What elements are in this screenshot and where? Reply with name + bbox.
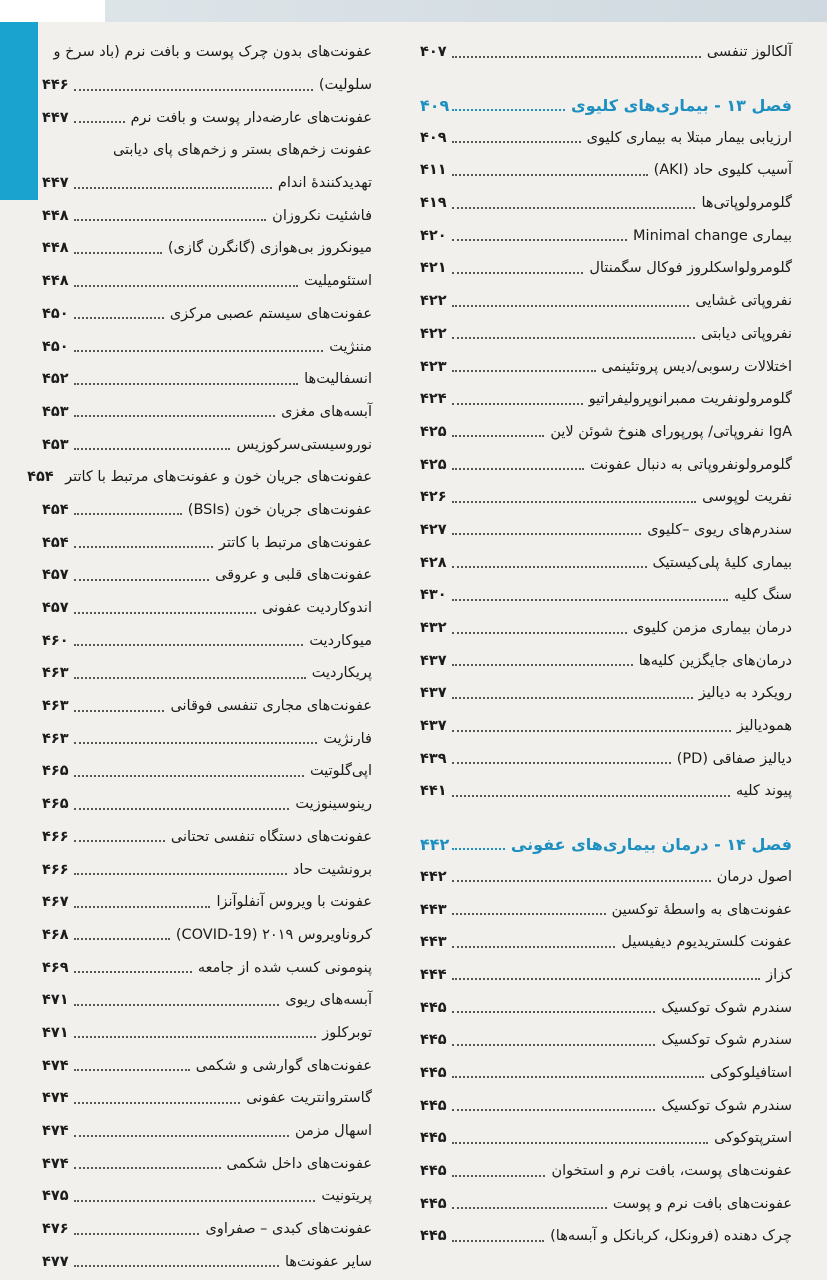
entry-title: عفونت‌های به واسطهٔ توکسین	[611, 901, 792, 918]
entry-title: پریکاردیت	[311, 665, 372, 682]
toc-entry[interactable]	[420, 926, 792, 959]
toc-entry[interactable]	[42, 657, 372, 690]
toc-entry[interactable]	[42, 886, 372, 919]
toc-entry[interactable]	[42, 265, 372, 298]
leader-dots	[74, 774, 304, 777]
leader-dots	[74, 578, 209, 581]
leader-dots	[452, 500, 696, 503]
leader-dots	[452, 794, 730, 797]
entry-title: میونکروز بی‌هوازی (گانگرن گازی)	[167, 240, 372, 257]
entry-page: ۴۶۶	[42, 828, 69, 845]
entry-page: ۴۲۵	[420, 423, 447, 440]
leader-dots	[74, 120, 125, 123]
toc-entry[interactable]	[420, 1155, 792, 1188]
entry-title: آلکالوز تنفسی	[706, 44, 792, 61]
entry-page: ۴۴۴	[420, 966, 447, 983]
toc-entry[interactable]	[42, 690, 372, 723]
entry-page: ۴۴۳	[420, 934, 447, 951]
toc-entry[interactable]	[42, 69, 372, 102]
entry-title: کزاز	[766, 966, 792, 983]
leader-dots	[452, 108, 565, 111]
leader-dots	[74, 970, 192, 973]
section-tab	[0, 22, 38, 200]
entry-page: ۴۶۵	[42, 796, 69, 813]
toc-entry[interactable]	[420, 775, 792, 808]
leader-dots	[452, 1010, 655, 1013]
entry-title: گلومرولوپاتی‌ها	[701, 195, 792, 212]
toc-entry[interactable]	[42, 624, 372, 657]
entry-title: عفونت‌های جریان خون (BSIs)	[187, 501, 372, 518]
toc-entry[interactable]	[42, 1017, 372, 1050]
leader-dots	[452, 369, 596, 372]
leader-dots	[452, 140, 581, 143]
leader-dots	[452, 55, 701, 58]
leader-dots	[74, 905, 210, 908]
entry-page: ۴۳۹	[420, 750, 447, 767]
entry-title: استافیلوکوکی	[710, 1064, 792, 1081]
entry-title: سندرم شوک توکسیک	[661, 999, 792, 1016]
entry-title: توبرکلوز	[322, 1024, 372, 1041]
entry-title: نفروپاتی غشایی	[695, 293, 792, 310]
entry-title: گاستروانتریت عفونی	[246, 1090, 372, 1107]
leader-dots	[74, 284, 298, 287]
toc-entry[interactable]	[420, 383, 792, 416]
toc-entry[interactable]	[420, 742, 792, 775]
leader-dots	[452, 598, 728, 601]
entry-title: عفونت‌های بدون چرک پوست و بافت نرم (باد سرخ و	[53, 44, 372, 61]
entry-title: پنومونی کسب شده از جامعه	[197, 959, 372, 976]
entry-page: ۴۷۶	[42, 1221, 69, 1238]
entry-title: چرک دهنده (فرونکل، کربانکل و آبسه‌ها)	[550, 1228, 792, 1245]
entry-page: ۴۴۷	[42, 109, 69, 126]
leader-dots	[452, 761, 671, 764]
entry-page: ۴۴۵	[420, 1097, 447, 1114]
entry-page: ۴۴۵	[420, 1130, 447, 1147]
entry-title: ارزیابی بیمار مبتلا به بیماری کلیوی	[586, 129, 792, 146]
leader-dots	[452, 1075, 704, 1078]
entry-title: سندرم شوک توکسیک	[661, 1032, 792, 1049]
entry-title: درمان بیماری مزمن کلیوی	[632, 620, 792, 637]
toc-entry[interactable]	[420, 546, 792, 579]
leader-dots	[452, 1108, 655, 1111]
entry-title: رینوسینوزیت	[295, 796, 372, 813]
entry-title: نفروپاتی دیابتی	[701, 325, 792, 342]
entry-page: ۴۷۴	[42, 1155, 69, 1172]
entry-page: ۴۶۹	[42, 959, 69, 976]
entry-page: ۴۴۵	[420, 1163, 447, 1180]
leader-dots	[452, 1141, 708, 1144]
toc-entry[interactable]	[42, 722, 372, 755]
leader-dots	[74, 1134, 289, 1137]
leader-dots	[452, 336, 695, 339]
toc-entry[interactable]	[42, 984, 372, 1017]
toc-left-column	[27, 36, 372, 1278]
entry-page: ۴۶۸	[42, 926, 69, 943]
leader-dots	[74, 709, 164, 712]
leader-dots	[74, 218, 266, 221]
leader-dots	[452, 631, 627, 634]
toc-entry[interactable]	[420, 861, 792, 894]
toc-entry[interactable]	[42, 330, 372, 363]
toc-entry[interactable]	[42, 559, 372, 592]
toc-entry[interactable]	[42, 298, 372, 331]
entry-title: عفونت‌های جریان خون و عفونت‌های مرتبط با کاتتر	[65, 469, 372, 486]
toc-entry[interactable]	[42, 1180, 372, 1213]
entry-title: اسهال مزمن	[295, 1123, 372, 1140]
entry-page: ۴۲۲	[420, 293, 447, 310]
entry-title: دیالیز صفاقی (PD)	[676, 750, 792, 767]
entry-page: ۴۵۴	[27, 469, 54, 486]
toc-entry[interactable]	[420, 252, 792, 285]
entry-page: ۴۷۴	[42, 1057, 69, 1074]
leader-dots	[74, 807, 289, 810]
chapter-page: ۴۰۹	[420, 95, 450, 115]
entry-page: ۴۶۳	[42, 665, 69, 682]
leader-dots	[74, 937, 170, 940]
leader-dots	[452, 304, 689, 307]
entry-page: ۴۵۷	[42, 600, 69, 617]
toc-entry[interactable]	[42, 1115, 372, 1148]
leader-dots	[74, 1264, 279, 1267]
toc-entry[interactable]	[42, 428, 372, 461]
entry-page: ۴۰۹	[420, 129, 447, 146]
entry-title: آبسه‌های ریوی	[285, 992, 372, 1009]
toc-entry[interactable]	[42, 167, 372, 200]
leader-dots	[452, 402, 583, 405]
entry-page: ۴۷۷	[42, 1253, 69, 1270]
toc-entry[interactable]	[42, 134, 372, 167]
entry-page: ۴۲۳	[420, 358, 447, 375]
entry-title: عفونت‌های قلبی و عروقی	[215, 567, 372, 584]
entry-title: انسفالیت‌ها	[304, 371, 372, 388]
entry-title: گلومرولونفروپاتی به دنبال عفونت	[589, 456, 792, 473]
toc-entry[interactable]	[27, 461, 372, 494]
entry-title: عفونت‌های گوارشی و شکمی	[195, 1057, 372, 1074]
toc-entry[interactable]	[420, 187, 792, 220]
toc-right-column	[420, 36, 792, 1253]
entry-page: ۴۳۲	[420, 620, 447, 637]
entry-title: عفونت‌های سیستم عصبی مرکزی	[169, 305, 372, 322]
leader-dots	[74, 1101, 240, 1104]
leader-dots	[74, 611, 256, 614]
entry-title: عفونت‌های عارضه‌دار پوست و بافت نرم	[130, 109, 372, 126]
entry-page: ۴۲۵	[420, 456, 447, 473]
leader-dots	[74, 1003, 279, 1006]
leader-dots	[74, 643, 303, 646]
entry-title: تهدیدکنندهٔ اندام	[277, 175, 372, 192]
entry-page: ۴۷۱	[42, 992, 69, 1009]
toc-entry[interactable]	[420, 579, 792, 612]
leader-dots	[452, 238, 627, 241]
leader-dots	[74, 872, 287, 875]
toc-entry[interactable]	[42, 919, 372, 952]
entry-page: ۴۴۵	[420, 999, 447, 1016]
toc-entry[interactable]	[42, 1213, 372, 1246]
leader-dots	[452, 663, 633, 666]
entry-title: کروناویروس ۲۰۱۹ (COVID-19)	[175, 926, 372, 943]
entry-title: سایر عفونت‌ها	[284, 1253, 372, 1270]
leader-dots	[74, 676, 306, 679]
entry-page: ۴۷۴	[42, 1090, 69, 1107]
entry-title: عفونت‌های مجاری تنفسی فوقانی	[170, 698, 372, 715]
entry-page: ۴۲۸	[420, 554, 447, 571]
toc-entry[interactable]	[420, 1187, 792, 1220]
toc-entry[interactable]	[42, 592, 372, 625]
entry-page: ۴۳۰	[420, 587, 447, 604]
toc-entry[interactable]	[42, 951, 372, 984]
leader-dots	[452, 945, 615, 948]
top-band	[0, 0, 827, 22]
leader-dots	[452, 1206, 607, 1209]
entry-title: استئومیلیت	[304, 273, 372, 290]
leader-dots	[74, 382, 298, 385]
leader-dots	[452, 912, 606, 915]
toc-entry[interactable]	[42, 36, 372, 69]
toc-entry[interactable]	[42, 494, 372, 527]
entry-title: استرپتوکوکی	[714, 1130, 792, 1147]
entry-title: عفونت زخم‌های بستر و زخم‌های پای دیابتی	[112, 142, 372, 159]
entry-page: ۴۴۵	[420, 1032, 447, 1049]
toc-entry[interactable]	[420, 959, 792, 992]
entry-title: عفونت کلستریدیوم دیفیسیل	[621, 934, 792, 951]
leader-dots	[74, 1068, 190, 1071]
toc-entry[interactable]	[42, 1245, 372, 1278]
entry-title: برونشیت حاد	[292, 861, 372, 878]
toc-entry[interactable]	[420, 514, 792, 547]
entry-title: عفونت‌های بافت نرم و پوست	[612, 1195, 792, 1212]
entry-page: ۴۲۰	[420, 227, 447, 244]
entry-title: میوکاردیت	[309, 632, 372, 649]
entry-page: ۴۴۵	[420, 1228, 447, 1245]
entry-page: ۴۲۲	[420, 325, 447, 342]
entry-title: عفونت با ویروس آنفلوآنزا	[216, 894, 372, 911]
entry-page: ۴۷۵	[42, 1188, 69, 1205]
entry-title: عفونت‌های پوست، بافت نرم و استخوان	[551, 1163, 792, 1180]
entry-page: ۴۶۶	[42, 861, 69, 878]
leader-dots	[74, 1035, 316, 1038]
toc-entry[interactable]	[420, 677, 792, 710]
toc-entry[interactable]	[420, 36, 792, 69]
entry-title: عفونت‌های مرتبط با کاتتر	[218, 534, 372, 551]
chapter-title: فصل ۱۴ - درمان بیماری‌های عفونی	[510, 834, 792, 854]
chapter-13-heading[interactable]	[420, 89, 792, 122]
leader-dots	[452, 1174, 545, 1177]
entry-title: درمان‌های جایگزین کلیه‌ها	[638, 652, 792, 669]
toc-entry[interactable]	[42, 363, 372, 396]
leader-dots	[452, 565, 647, 568]
leader-dots	[452, 532, 641, 535]
toc-entry[interactable]	[420, 991, 792, 1024]
entry-title: IgA نفروپاتی/ پورپورای هنوخ شوئن لاین	[550, 423, 792, 440]
toc-entry[interactable]	[42, 101, 372, 134]
leader-dots	[452, 1043, 655, 1046]
leader-dots	[74, 414, 275, 417]
toc-entry[interactable]	[42, 853, 372, 886]
leader-dots	[452, 434, 544, 437]
toc-entry[interactable]	[420, 285, 792, 318]
entry-page: ۴۵۴	[42, 534, 69, 551]
entry-title: همودیالیز	[736, 718, 792, 735]
entry-page: ۴۵۳	[42, 436, 69, 453]
leader-dots	[452, 696, 693, 699]
toc-entry[interactable]	[420, 448, 792, 481]
toc-entry[interactable]	[420, 1089, 792, 1122]
toc-entry[interactable]	[42, 199, 372, 232]
leader-dots	[74, 1232, 199, 1235]
leader-dots	[452, 206, 695, 209]
entry-title: مننژیت	[329, 338, 372, 355]
entry-title: اصول درمان	[716, 868, 792, 885]
leader-dots	[74, 1199, 315, 1202]
entry-title: اپی‌گلوتیت	[310, 763, 372, 780]
entry-page: ۴۴۱	[420, 783, 447, 800]
entry-page: ۴۵۴	[42, 501, 69, 518]
toc-entry[interactable]	[42, 821, 372, 854]
entry-page: ۴۵۰	[42, 305, 69, 322]
toc-entry[interactable]	[42, 1049, 372, 1082]
leader-dots	[74, 88, 313, 91]
leader-dots	[74, 447, 230, 450]
toc-entry[interactable]	[420, 121, 792, 154]
entry-page: ۴۷۱	[42, 1024, 69, 1041]
entry-title: نفریت لوپوسی	[702, 489, 792, 506]
toc-entry[interactable]	[420, 318, 792, 351]
entry-page: ۴۴۳	[420, 901, 447, 918]
leader-dots	[74, 512, 182, 515]
leader-dots	[74, 349, 323, 352]
entry-title: عفونت‌های دستگاه تنفسی تحتانی	[170, 828, 372, 845]
entry-title: رویکرد به دیالیز	[698, 685, 792, 702]
entry-title: گلومرولواسکلروز فوکال سگمنتال	[589, 260, 792, 277]
entry-title: فارنژیت	[323, 730, 372, 747]
entry-title: فاشئیت نکروزان	[272, 207, 372, 224]
entry-page: ۴۴۵	[420, 1195, 447, 1212]
toc-entry[interactable]	[420, 219, 792, 252]
entry-title: سلولیت)	[318, 77, 372, 94]
entry-page: ۴۳۷	[420, 685, 447, 702]
toc-entry[interactable]	[420, 481, 792, 514]
entry-title: سنگ کلیه	[734, 587, 792, 604]
top-corner	[0, 0, 105, 22]
entry-title: عفونت‌های کبدی – صفراوی	[205, 1221, 372, 1238]
entry-title: پریتونیت	[321, 1188, 372, 1205]
leader-dots	[74, 316, 164, 319]
entry-page: ۴۲۴	[420, 391, 447, 408]
entry-title: سندرم‌های ریوی –کلیوی	[647, 521, 792, 538]
entry-page: ۴۳۷	[420, 718, 447, 735]
entry-title: آسیب کلیوی حاد (AKI)	[653, 162, 792, 179]
entry-page: ۴۳۷	[420, 652, 447, 669]
entry-page: ۴۵۲	[42, 371, 69, 388]
entry-title: سندرم شوک توکسیک	[661, 1097, 792, 1114]
toc-entry[interactable]	[420, 416, 792, 449]
entry-page: ۴۲۷	[420, 521, 447, 538]
entry-page: ۴۴۵	[420, 1064, 447, 1081]
entry-page: ۴۷۴	[42, 1123, 69, 1140]
entry-page: ۴۴۲	[420, 868, 447, 885]
entry-page: ۴۱۹	[420, 195, 447, 212]
entry-page: ۴۵۷	[42, 567, 69, 584]
chapter-title: فصل ۱۳ - بیماری‌های کلیوی	[571, 95, 792, 115]
leader-dots	[74, 1166, 221, 1169]
entry-page: ۴۵۰	[42, 338, 69, 355]
toc-entry[interactable]	[420, 893, 792, 926]
toc-entry[interactable]	[42, 526, 372, 559]
leader-dots	[74, 545, 213, 548]
entry-page: ۴۶۰	[42, 632, 69, 649]
entry-page: ۴۱۱	[420, 162, 447, 179]
toc-entry[interactable]	[420, 710, 792, 743]
leader-dots	[452, 1239, 544, 1242]
entry-title: اختلالات رسوبی/دیس پروتئینمی	[601, 358, 792, 375]
leader-dots	[452, 173, 648, 176]
entry-page: ۴۶۳	[42, 698, 69, 715]
chapter-page: ۴۴۲	[420, 834, 450, 854]
entry-title: بیماری کلیهٔ پلی‌کیستیک	[652, 554, 792, 571]
entry-page: ۴۲۱	[420, 260, 447, 277]
leader-dots	[452, 467, 584, 470]
entry-title: نوروسیستی‌سرکوزیس	[236, 436, 372, 453]
toc-entry[interactable]	[42, 232, 372, 265]
entry-page: ۴۲۶	[420, 489, 447, 506]
toc-entry[interactable]	[420, 1220, 792, 1253]
toc-entry[interactable]	[420, 612, 792, 645]
toc-entry[interactable]	[42, 1082, 372, 1115]
entry-page: ۴۵۳	[42, 403, 69, 420]
entry-page: ۴۴۸	[42, 273, 69, 290]
toc-entry[interactable]	[42, 755, 372, 788]
toc-entry[interactable]	[420, 644, 792, 677]
toc-entry[interactable]	[420, 1122, 792, 1155]
entry-page: ۴۰۷	[420, 44, 447, 61]
toc-entry[interactable]	[42, 396, 372, 429]
entry-title: عفونت‌های داخل شکمی	[226, 1155, 372, 1172]
entry-title: آبسه‌های مغزی	[281, 403, 372, 420]
entry-page: ۴۴۶	[42, 77, 69, 94]
toc-entry[interactable]	[42, 1147, 372, 1180]
toc-entry[interactable]	[420, 1024, 792, 1057]
leader-dots	[452, 977, 760, 980]
entry-title: بیماری Minimal change	[633, 227, 792, 244]
entry-page: ۴۶۵	[42, 763, 69, 780]
leader-dots	[74, 251, 162, 254]
leader-dots	[74, 186, 272, 189]
leader-dots	[452, 271, 583, 274]
entry-page: ۴۴۸	[42, 207, 69, 224]
leader-dots	[452, 847, 505, 850]
entry-page: ۴۶۳	[42, 730, 69, 747]
leader-dots	[74, 741, 317, 744]
leader-dots	[452, 729, 731, 732]
entry-title: پیوند کلیه	[735, 783, 792, 800]
entry-page: ۴۴۸	[42, 240, 69, 257]
leader-dots	[74, 839, 165, 842]
entry-page: ۴۴۷	[42, 175, 69, 192]
entry-title: اندوکاردیت عفونی	[262, 600, 372, 617]
toc-entry[interactable]	[420, 1057, 792, 1090]
entry-title: گلومرولونفریت ممبرانوپرولیفراتیو	[588, 391, 792, 408]
entry-page: ۴۶۷	[42, 894, 69, 911]
leader-dots	[452, 879, 711, 882]
toc-entry[interactable]	[420, 350, 792, 383]
toc-entry[interactable]	[420, 154, 792, 187]
toc-entry[interactable]	[42, 788, 372, 821]
chapter-14-heading[interactable]	[420, 828, 792, 861]
